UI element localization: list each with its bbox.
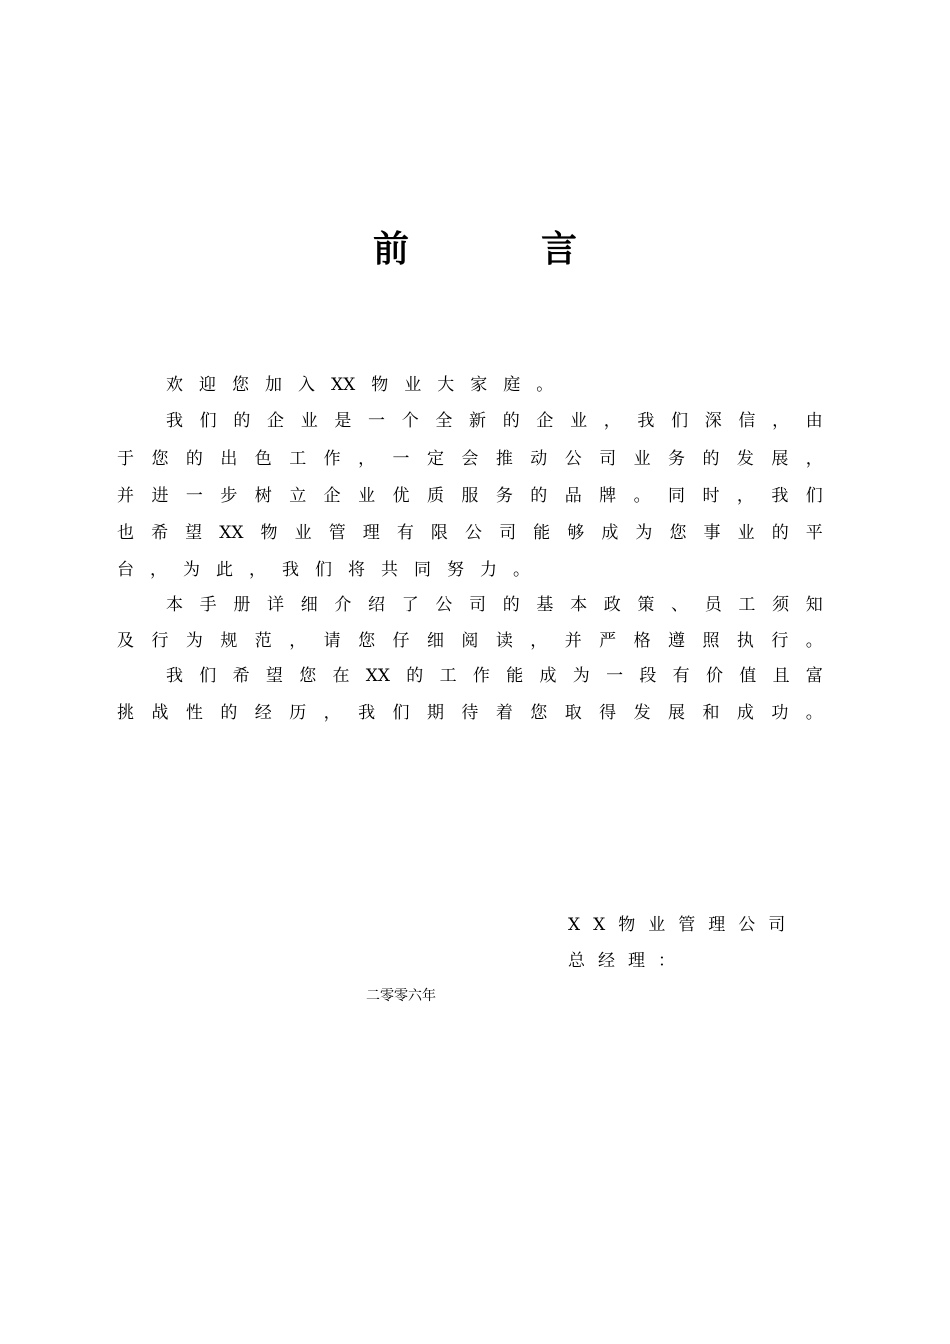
paragraph-line: 于 您 的 出 色 工 作 ， 一 定 会 推 动 公 司 业 务 的 发 展 ， [117,449,823,469]
document-date: 二零零六年 [366,988,436,1004]
paragraph-line: 本 手 册 详 细 介 绍 了 公 司 的 基 本 政 策 、 员 工 须 知 [166,595,823,615]
page-title: 前 言 [372,228,625,270]
paragraph-line: 并 进 一 步 树 立 企 业 优 质 服 务 的 品 牌 。 同 时 ， 我 们 [117,486,823,506]
signature-company: XX物业管理公司 [568,915,799,935]
paragraph-line: 挑 战 性 的 经 历 ， 我 们 期 待 着 您 取 得 发 展 和 成 功 。 [117,703,823,723]
paragraph-line: 我 们 希 望 您 在 XX 的 工 作 能 成 为 一 段 有 价 值 且 富 [166,666,823,686]
paragraph-line: 及 行 为 规 范 ， 请 您 仔 细 阅 读 ， 并 严 格 遵 照 执 行 。 [117,631,823,651]
paragraph-line: 也 希 望 XX 物 业 管 理 有 限 公 司 能 够 成 为 您 事 业 的 平 [117,523,823,543]
signature-manager: 总经理： [568,951,688,971]
paragraph-line: 欢 迎 您 加 入 XX 物 业 大 家 庭 。 [166,375,554,395]
paragraph-line: 我 们 的 企 业 是 一 个 全 新 的 企 业 ， 我 们 深 信 ， 由 [166,411,823,431]
paragraph-line: 台 ， 为 此 ， 我 们 将 共 同 努 力 。 [117,560,530,580]
